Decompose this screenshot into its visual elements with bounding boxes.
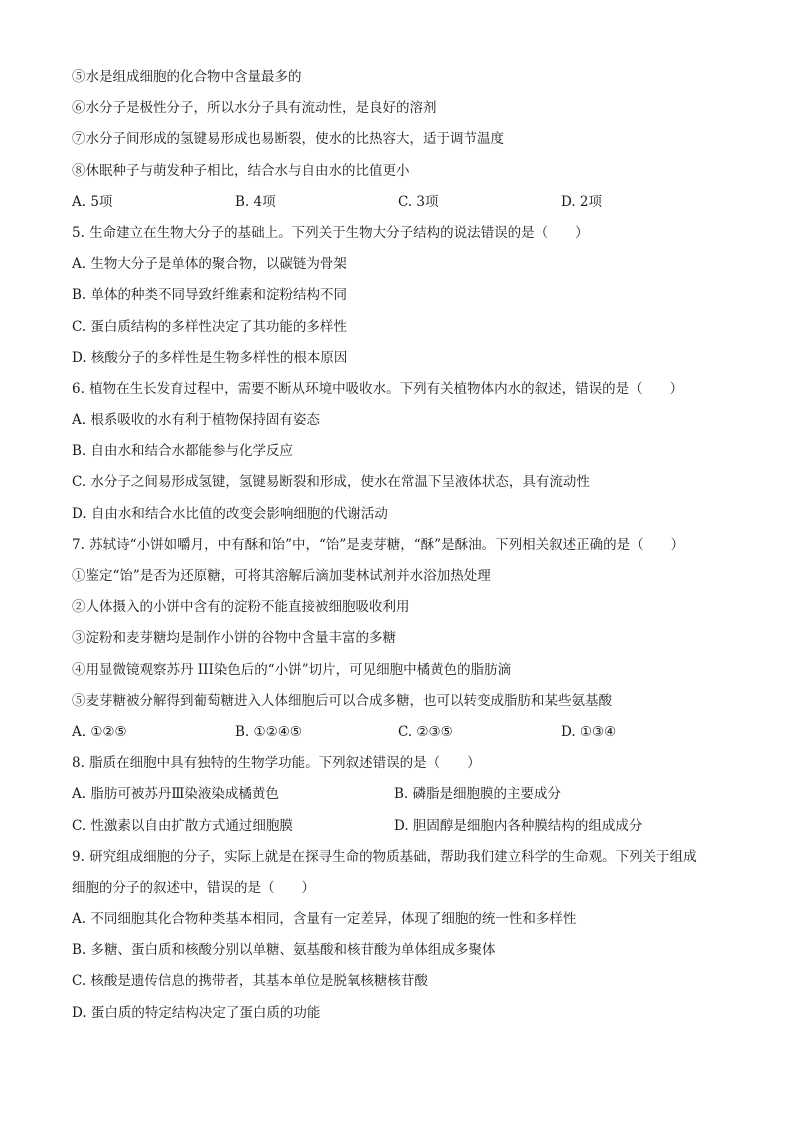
text-line: ①鉴定“饴”是否为还原糖，可将其溶解后滴加斐林试剂并水浴加热处理: [72, 568, 491, 584]
text-line: C. 水分子之间易形成氢键，氢键易断裂和形成，使水在常温下呈液体状态，具有流动性: [72, 474, 590, 491]
answer-option: C. 性激素以自由扩散方式通过细胞膜: [72, 817, 293, 834]
answer-option: C. ②③⑤: [398, 723, 453, 740]
text-line: ③淀粉和麦芽糖均是制作小饼的谷物中含量丰富的多糖: [72, 630, 396, 647]
document-page: [72, 62, 732, 1029]
text-line: C. 核酸是遗传信息的携带者，其基本单位是脱氧核糖核苷酸: [72, 973, 428, 990]
answer-option: A. ①②⑤: [72, 723, 127, 740]
answer-option: D. 胆固醇是细胞内各种膜结构的组成成分: [394, 817, 643, 834]
answer-option: B. ①②④⑤: [235, 723, 302, 740]
answer-option: D. 2项: [561, 193, 603, 210]
text-line: B. 自由水和结合水都能参与化学反应: [72, 443, 294, 460]
text-line: D. 蛋白质的特定结构决定了蛋白质的功能: [72, 1004, 321, 1021]
answer-option: C. 3项: [398, 193, 439, 210]
option-row: [72, 187, 732, 218]
answer-option: B. 磷脂是细胞膜的主要成分: [394, 786, 562, 803]
text-line: ⑤麦芽糖被分解得到葡萄糖进入人体细胞后可以合成多糖，也可以转变成脂肪和某些氨基酸: [72, 692, 612, 709]
text-line: A. 根系吸收的水有利于植物保持固有姿态: [72, 412, 320, 429]
text-line: 9. 研究组成细胞的分子，实际上就是在探寻生命的物质基础，帮助我们建立科学的生命观。下列关于组成: [72, 848, 697, 865]
option-row: [72, 717, 732, 748]
text-line: ⑧休眠种子与萌发种子相比，结合水与自由水的比值更小: [72, 162, 410, 179]
text-line: C. 蛋白质结构的多样性决定了其功能的多样性: [72, 318, 347, 335]
text-line: ④用显微镜观察苏丹 III染色后的“小饼”切片，可见细胞中橘黄色的脂肪滴: [72, 661, 512, 678]
text-line: 细胞的分子的叙述中，错误的是（ ）: [72, 879, 315, 896]
text-line: 7. 苏轼诗“小饼如嚼月，中有酥和饴”中，“饴”是麦芽糖，“酥”是酥油。下列相关叙述正确的是（ ）: [72, 536, 685, 553]
text-line: ②人体摄入的小饼中含有的淀粉不能直接被细胞吸收利用: [72, 599, 410, 616]
answer-option: A. 脂肪可被苏丹Ⅲ染液染成橘黄色: [72, 786, 279, 803]
text-line: D. 核酸分子的多样性是生物多样性的根本原因: [72, 349, 348, 366]
text-line: A. 生物大分子是单体的聚合物，以碳链为骨架: [72, 256, 347, 273]
text-line: ⑦水分子间形成的氢键易形成也易断裂，使水的比热容大，适于调节温度: [72, 131, 504, 148]
text-line: B. 单体的种类不同导致纤维素和淀粉结构不同: [72, 287, 348, 304]
text-line: ⑥水分子是极性分子，所以水分子具有流动性，是良好的溶剂: [72, 100, 437, 117]
answer-option: A. 5项: [72, 193, 113, 210]
option-row: [72, 779, 732, 810]
text-line: B. 多糖、蛋白质和核酸分别以单糖、氨基酸和核苷酸为单体组成多聚体: [72, 942, 496, 959]
text-line: 8. 脂质在细胞中具有独特的生物学功能。下列叙述错误的是（ ）: [72, 755, 481, 772]
answer-option: D. ①③④: [561, 723, 617, 740]
text-line: 5. 生命建立在生物大分子的基础上。下列关于生物大分子结构的说法错误的是（ ）: [72, 224, 589, 241]
answer-option: B. 4项: [235, 193, 276, 210]
option-row: [72, 811, 732, 842]
text-line: D. 自由水和结合水比值的改变会影响细胞的代谢活动: [72, 505, 388, 522]
text-line: ⑤水是组成细胞的化合物中含量最多的: [72, 69, 302, 85]
text-line: 6. 植物在生长发育过程中，需要不断从环境中吸收水。下列有关植物体内水的叙述，错误的是（ ）: [72, 380, 684, 397]
text-line: A. 不同细胞其化合物种类基本相同，含量有一定差异，体现了细胞的统一性和多样性: [72, 911, 577, 928]
